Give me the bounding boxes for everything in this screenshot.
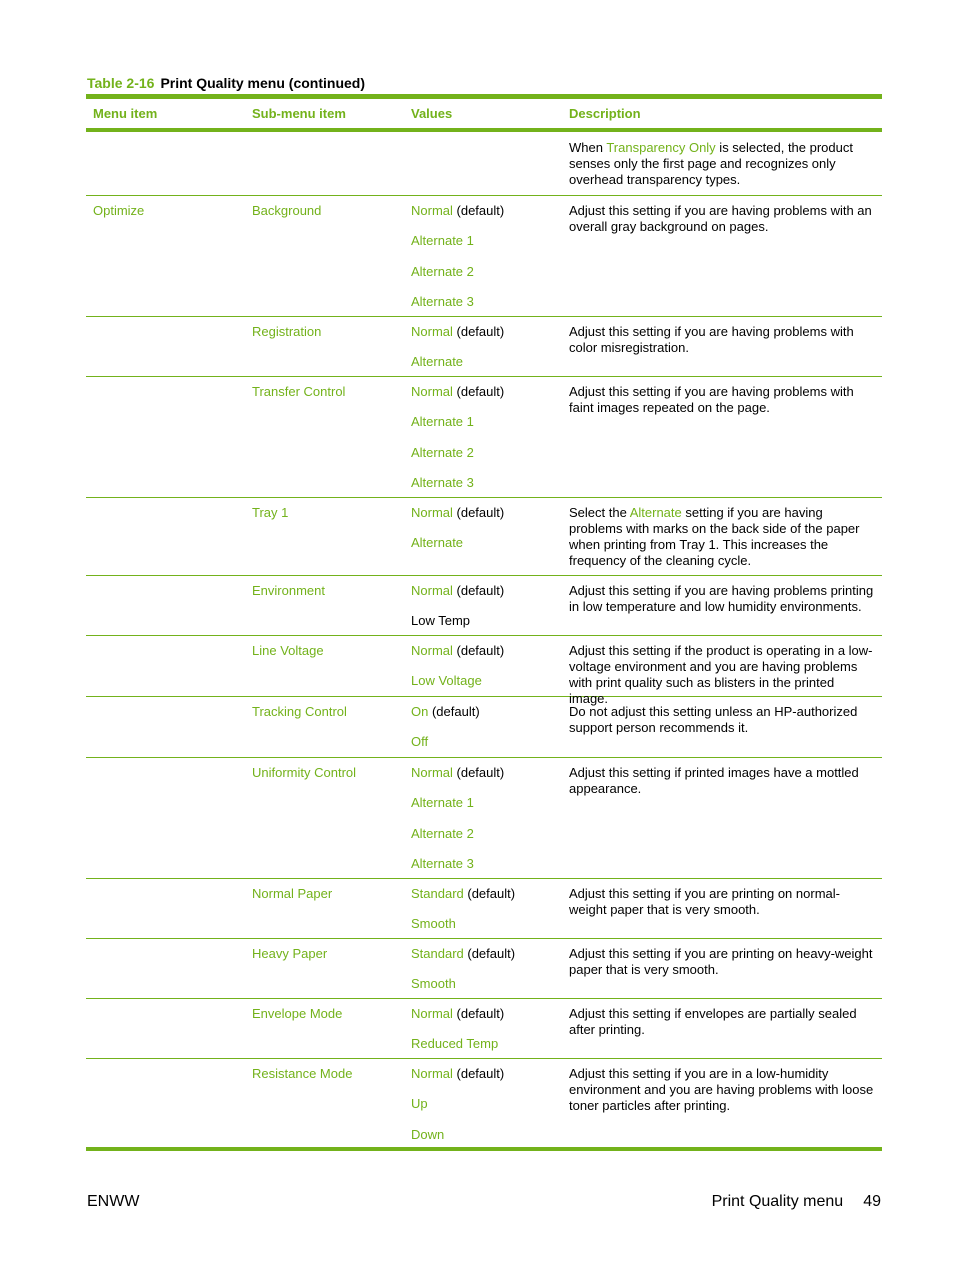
description-cell: When Transparency Only is selected, the product senses only the first page and recognizes only overhead transparency types. [569,140,853,187]
table-row [86,1059,882,1151]
description-cell [562,196,882,316]
table-header-row [86,99,882,132]
value-option [411,583,555,613]
value-link[interactable]: Alternate 2 [411,825,474,841]
value-option [411,946,555,976]
value-note: (default) [463,946,516,961]
value-option [411,384,555,414]
description-cell [562,636,882,706]
menu-item-cell [86,1059,245,1147]
values-cell [404,498,562,575]
print-quality-table [86,94,882,1151]
description-text: Do not adjust this setting unless an HP-authorized support person recommends it. [569,704,858,735]
description-text: Adjust this setting if you are having problems with color misregistration. [569,324,854,355]
description-text: Adjust this setting if you are printing on normal-weight paper that is very smooth. [569,886,840,917]
description-text: Adjust this setting if you are printing on heavy-weight paper that is very smooth. [569,946,873,977]
value-option [411,1096,555,1126]
values-cell [404,636,562,696]
description-text: Adjust this setting if printed images have a mottled appearance. [569,765,859,796]
values-cell [404,879,562,938]
sub-menu-item-cell[interactable]: Normal Paper [252,886,333,901]
sub-menu-item-cell[interactable]: Registration [252,324,322,339]
sub-menu-item-cell[interactable]: Uniformity Control [252,765,357,780]
value-note: (default) [452,203,505,218]
value-link[interactable]: Alternate 2 [411,263,474,279]
description-cell [562,498,882,575]
value-option [411,704,555,734]
value-note: (default) [452,643,505,658]
menu-item-cell [86,317,245,376]
menu-item-cell[interactable]: Optimize [93,203,145,218]
value-note: (default) [452,765,505,780]
sub-menu-item-cell[interactable]: Line Voltage [252,643,324,658]
description-cell [562,576,882,635]
value-link[interactable]: Standard [411,946,464,961]
value-option [411,233,555,263]
table-title: Print Quality menu (continued) [160,75,365,91]
values-cell [404,576,562,635]
page-number: 49 [863,1193,881,1210]
table-row [86,697,882,758]
menu-item-cell [86,377,245,497]
table-number: Table 2-16 [87,75,155,91]
menu-item-cell [86,879,245,938]
value-link[interactable]: Alternate 3 [411,855,474,871]
menu-item-cell [86,498,245,575]
value-option [411,445,555,475]
menu-item-cell [86,697,245,757]
value-link[interactable]: Normal [411,1006,453,1021]
description-text: Adjust this setting if you are having problems with an overall gray background on pages. [569,203,872,234]
value-link[interactable]: Normal [411,1066,453,1081]
values-cell [404,939,562,998]
header-menu-item: Menu item [93,106,158,121]
description-cell [562,1059,882,1147]
table-row [86,939,882,999]
menu-item-cell [86,636,245,696]
value-option [411,765,555,795]
value-link[interactable]: Normal [411,643,453,658]
table-row [86,377,882,498]
value-note: (default) [452,1066,505,1081]
sub-menu-item-cell[interactable]: Resistance Mode [252,1066,353,1081]
value-link[interactable]: On [411,704,429,719]
sub-menu-item-cell[interactable]: Tray 1 [252,505,289,520]
value-link[interactable]: Normal [411,505,453,520]
value-note: (default) [452,324,505,339]
header-description: Description [569,106,641,121]
description-cell [562,999,882,1058]
value-link[interactable]: Reduced Temp [411,1036,499,1052]
table-caption [87,75,365,91]
description-cell [562,939,882,998]
value-link[interactable]: Alternate [411,354,464,370]
value-note: (default) [452,505,505,520]
value-link[interactable]: Standard [411,886,464,901]
transparency-only-link[interactable]: Transparency Only [606,140,716,155]
values-cell [404,196,562,316]
value-link[interactable]: Alternate 3 [411,474,474,490]
values-cell [404,377,562,497]
value-option [411,324,555,354]
value-note: (default) [452,1006,505,1021]
value-option [411,505,555,535]
description-cell [562,758,882,878]
description-text: Adjust this setting if the product is operating in a low-voltage environment and you are having problems with print quality such as blisters in the printed image. [569,643,873,706]
value-option [411,203,555,233]
sub-menu-item-cell[interactable]: Tracking Control [252,704,347,719]
footer-section: Print Quality menu [711,1193,844,1210]
description-text: Adjust this setting if envelopes are partially sealed after printing. [569,1006,857,1037]
menu-item-cell [86,758,245,878]
value-link[interactable]: Alternate 3 [411,293,474,309]
table-row [86,196,882,317]
value-note: Low Temp [411,613,471,629]
value-option [411,795,555,825]
description-cell [562,879,882,938]
value-option [411,643,555,673]
value-option [411,886,555,916]
description-link[interactable]: Alternate [629,505,682,520]
value-note: (default) [463,886,516,901]
description-cell [562,697,882,757]
value-link[interactable]: Normal [411,583,453,598]
menu-item-cell [86,576,245,635]
value-option [411,535,555,565]
table-row [86,498,882,576]
value-option [411,826,555,856]
value-note: (default) [452,583,505,598]
value-link[interactable]: Normal [411,324,453,339]
table-row [86,636,882,706]
description-cell [562,377,882,497]
table-row [86,999,882,1059]
description-cell [562,317,882,376]
value-option [411,1066,555,1096]
values-cell [404,1059,562,1147]
value-option [411,414,555,444]
value-note: (default) [452,384,505,399]
value-link[interactable]: Smooth [411,976,456,992]
value-link[interactable]: Normal [411,203,453,218]
table-row [86,879,882,939]
table-row [86,317,882,377]
value-link[interactable]: Off [411,734,429,750]
table-body [86,196,882,1151]
description-text: Adjust this setting if you are in a low-humidity environment and you are having problems with loose toner particles after printing. [569,1066,874,1113]
value-link[interactable]: Alternate 2 [411,444,474,460]
sub-menu-item-cell[interactable]: Background [252,203,322,218]
header-values: Values [411,106,453,121]
sub-menu-item-cell[interactable]: Heavy Paper [252,946,328,961]
footer-left: ENWW [87,1193,140,1210]
value-link[interactable]: Up [411,1096,428,1112]
table-row [86,758,882,879]
value-option [411,1006,555,1036]
table-row [86,576,882,636]
value-link[interactable]: Alternate 1 [411,795,474,811]
description-text: Adjust this setting if you are having problems printing in low temperature and low humidity environments. [569,583,874,614]
value-link[interactable]: Low Voltage [411,673,482,689]
value-option [411,264,555,294]
description-text: setting if you are having problems with marks on the back side of the paper when printing from Tray 1. This increases the frequency of the cleaning cycle. [569,505,860,568]
value-link[interactable]: Alternate 1 [411,414,474,430]
description-text: Adjust this setting if you are having problems with faint images repeated on the page. [569,384,854,415]
value-link[interactable]: Alternate 1 [411,233,474,249]
value-note: (default) [428,704,480,719]
value-link[interactable]: Normal [411,765,453,780]
value-link[interactable]: Normal [411,384,453,399]
menu-item-cell [86,939,245,998]
value-link[interactable]: Smooth [411,916,456,932]
value-option [411,1127,555,1157]
values-cell [404,697,562,757]
menu-item-cell [86,999,245,1058]
sub-menu-item-cell[interactable]: Envelope Mode [252,1006,343,1021]
description-text: Select the [569,505,630,520]
values-cell [404,317,562,376]
values-cell [404,758,562,878]
value-link[interactable]: Alternate [411,535,464,551]
values-cell [404,999,562,1058]
footer-right [712,1193,881,1211]
sub-menu-item-cell[interactable]: Environment [252,583,325,598]
sub-menu-item-cell[interactable]: Transfer Control [252,384,346,399]
table-row-continuation [86,132,882,196]
value-link[interactable]: Down [411,1126,445,1142]
header-sub-menu-item: Sub-menu item [252,106,346,121]
